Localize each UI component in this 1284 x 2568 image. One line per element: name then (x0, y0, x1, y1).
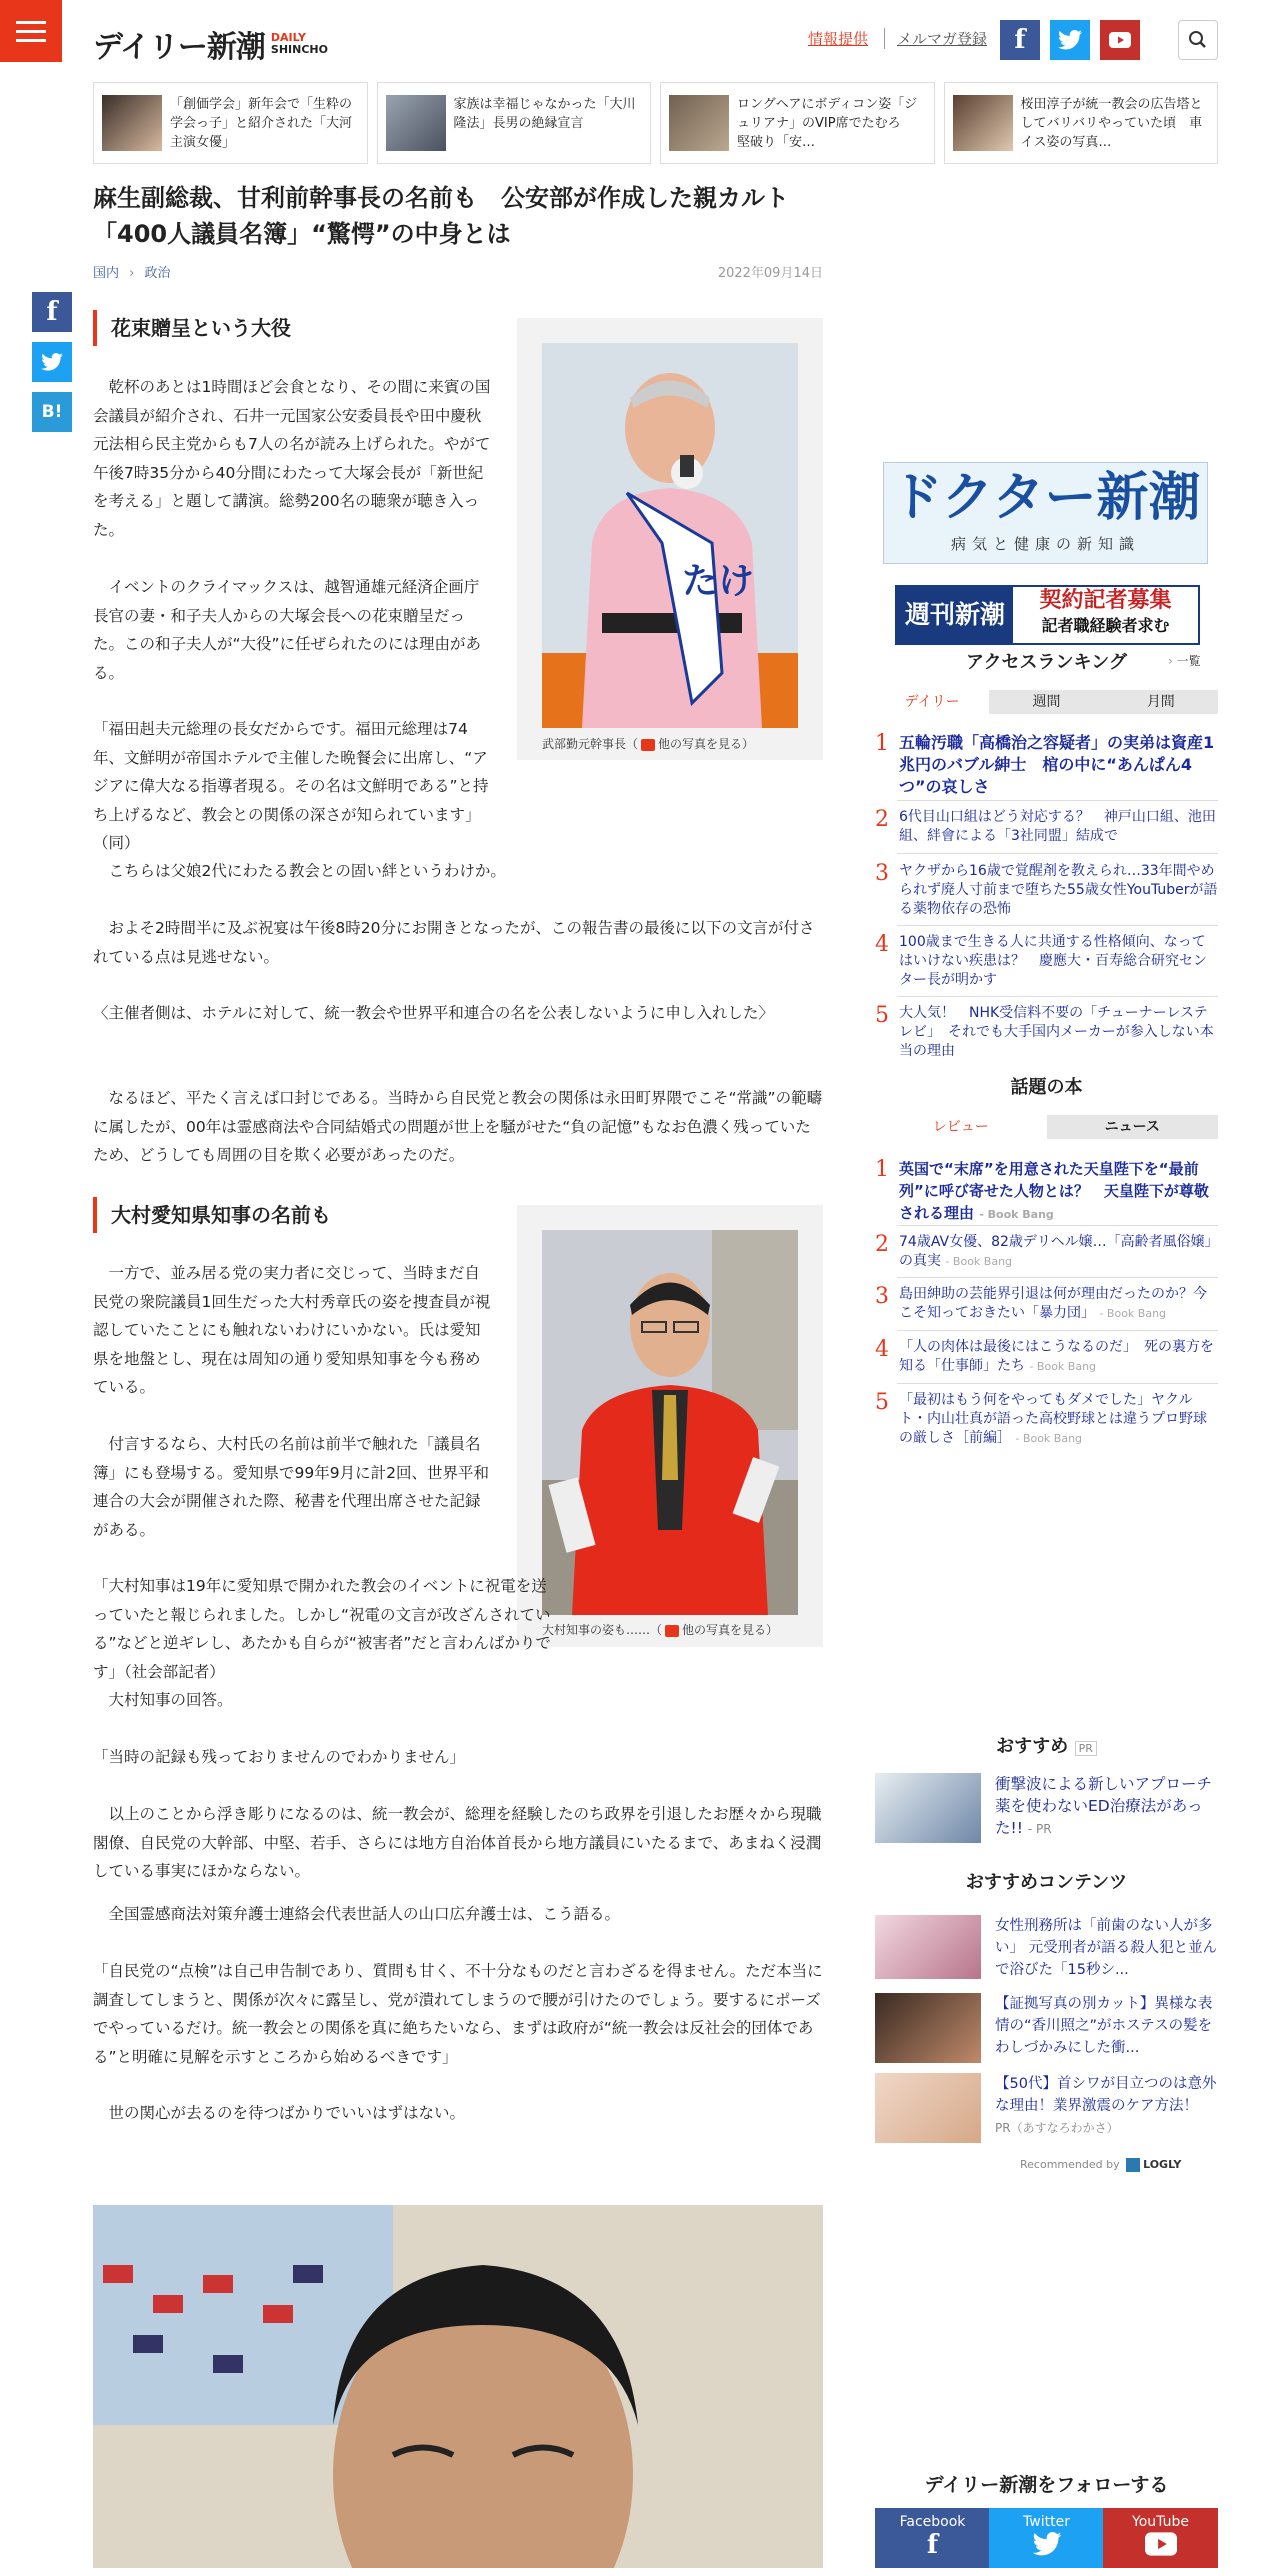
trending-card[interactable] (944, 82, 1219, 164)
share-hatena-icon[interactable]: B! (32, 392, 72, 432)
tab-daily[interactable]: デイリー (875, 690, 989, 714)
paragraph: 「自民党の“点検”は自己申告制であり、質問も甘く、不十分なものだと言わざるを得ません。ただ本当に調査してしまうと、関係が次々に露呈し、党が潰れてしまうので腰が引けたのでしょう。要するにポーズでやっているだけ。統一教会との関係を真に絶ちたいなら、まずは政府が“統一教会は反社会的団体である”と明確に見解を示すところから始めるべきです」 (93, 1962, 823, 2066)
recruit-ad[interactable] (895, 585, 1200, 645)
ad-subtitle: 病気と健康の新知識 (950, 535, 1140, 553)
rank-number: 3 (875, 1284, 889, 1309)
book-title-text: 「最初はもう何をやってもダメでした」ヤクルト・内山壮真が語った高校野球とは違うプロ野球の厳しさ［前編］ (899, 1392, 1207, 1446)
pr-badge: PR (1075, 1741, 1097, 1756)
recommend-text: 衝撃波による新しいアプローチ 薬を使わないED治療法があった!! (995, 1775, 1228, 1837)
recommend-thumbnail (875, 1915, 981, 1979)
rank-number: 1 (875, 731, 889, 756)
paragraph: 付言するなら、大村氏の名前は前半で触れた「議員名簿」にも登場する。愛知県で99年9月に計2回、世界平和連合の大会が開催された際、秘書を代理出席させた記録がある。 (93, 1435, 489, 1539)
paragraph: 世の関心が去るのを待つばかりでいいはずはない。 (108, 2104, 466, 2122)
divider (897, 1383, 1218, 1384)
books-title: 話題の本 (1010, 1077, 1083, 1098)
chevron-right-icon: › (129, 266, 135, 281)
paragraph: およそ2時間半に及ぶ祝宴は午後8時20分にお開きとなったが、この報告書の最後に以下の文言が付されている点は見逃せない。 (93, 919, 815, 966)
logo-en-1: DAILY (270, 31, 306, 44)
trending-card[interactable] (377, 82, 652, 164)
ranking-item[interactable] (875, 933, 1218, 990)
card-thumbnail (953, 95, 1013, 151)
recommend-text: 【50代】首シワが目立つのは意外な理由！業界激震のケア方法！ (995, 2076, 1217, 2114)
tab-monthly[interactable]: 月間 (1104, 690, 1218, 714)
rank-number: 5 (875, 1390, 889, 1415)
rank-title: 大人気！ NHK受信料不要の「チューナーレステレビ」 それでも大手国内メーカーが参入しない本当の理由 (899, 1005, 1214, 1059)
recommend-thumbnail (875, 2073, 981, 2143)
ranking-tabs (875, 690, 1218, 714)
logo-en-2: SHINCHO (270, 43, 328, 56)
rank-title: 100歳まで生きる人に共通する性格傾向、なってはいけない疾患は？ 慶應大・百寿総合研究センター長が明かす (899, 934, 1207, 988)
category-link[interactable]: 政治 (144, 266, 171, 281)
ranking-title: アクセスランキング (966, 652, 1127, 673)
recommend-title (995, 1773, 1228, 1843)
category-link[interactable]: 国内 (93, 266, 120, 281)
book-title (899, 1233, 1218, 1271)
book-title-text: 島田紳助の芸能界引退は何が理由だったのか？今こそ知っておきたい「暴力団」 (899, 1286, 1207, 1321)
book-title (899, 1391, 1218, 1448)
photo-omura[interactable] (542, 1230, 798, 1615)
ad-line-1: 契約記者募集 (1039, 588, 1172, 613)
pr-label: PR（あすなろわかさ） (995, 2121, 1119, 2135)
ad-text (1013, 587, 1198, 643)
book-title-text: 英国で“末席”を用意された天皇陛下を“最前列”に呼び寄せた人物とは？ 天皇陛下が尊敬される理由 (899, 1160, 1209, 1222)
share-facebook-icon[interactable]: f (32, 292, 72, 332)
logo-en (271, 32, 328, 56)
trending-cards (93, 82, 1218, 164)
rank-title: ヤクザから16歳で覚醒剤を教えられ…33年間やめられず廃人寸前まで堕ちた55歳女性YouTuberが語る薬物依存の恐怖 (899, 863, 1218, 917)
book-item[interactable] (875, 1285, 1218, 1323)
photo-takebe[interactable] (542, 343, 798, 728)
book-item[interactable] (875, 1391, 1218, 1448)
book-item[interactable] (875, 1233, 1218, 1271)
newsletter-link[interactable]: メルマガ登録 (884, 28, 987, 49)
ranking-more-link[interactable] (1168, 652, 1201, 669)
follow-youtube-button[interactable] (1103, 2508, 1218, 2568)
svg-text:たけ: たけ (682, 561, 755, 602)
photo-caption (542, 1621, 778, 1638)
rank-number: 2 (875, 807, 889, 832)
top-links (808, 28, 987, 49)
book-item[interactable] (875, 1338, 1218, 1376)
book-title (899, 1158, 1218, 1226)
follow-label: YouTube (1132, 2514, 1189, 2530)
paragraph: 「大村知事は19年に愛知県で開かれた教会のイベントに祝電を送っていたと報じられました。しかし“祝電の文言が改ざんされている”などと逆ギレし、あたかも自らが“被害者”だと言わんばかりです」（社会部記者） (93, 1577, 551, 1681)
search-icon (1179, 21, 1217, 59)
recommend-title: 【証拠写真の別カット】異様な表情の“香川照之”がホステスの髪をわしづかみにした衝... (995, 1996, 1213, 2056)
publish-date: 2022年09月14日 (717, 266, 823, 281)
card-text: 家族は幸福じゃなかった「大川隆法」長男の絶縁宣言 (453, 96, 636, 131)
article-photo[interactable] (93, 2205, 823, 2568)
breadcrumb (93, 262, 171, 281)
trending-card[interactable] (93, 82, 368, 164)
paragraph: イベントのクライマックスは、越智通雄元経済企画庁長官の妻・和子夫人からの大塚会長への花束贈呈だった。この和子夫人が“大役”に任ぜられたのには理由がある。 (93, 578, 482, 682)
paragraph: 乾杯のあとは1時間ほど会食となり、その間に来賓の国会議員が紹介され、石井一元国家公安委員長や田中慶秋元法相ら民主党からも7人の名が読み上げられた。やがて午後7時35分から40分間にわたって大塚会長が「新世紀を考える」と題して講演。総勢200名の聴衆が聴き入った。 (93, 378, 491, 539)
rank-number: 5 (875, 1003, 889, 1028)
caption-text: 大村知事の姿も……（ (542, 1623, 663, 1637)
card-thumbnail (102, 95, 162, 151)
osusume-title (875, 1732, 1218, 1758)
camera-icon (665, 1625, 679, 1637)
twitter-icon[interactable] (1050, 20, 1090, 60)
divider (897, 996, 1218, 997)
recommend-thumbnail (875, 1773, 981, 1843)
paragraph: 「当時の記録も残っておりませんのでわかりません」 (93, 1748, 466, 1766)
ad-title: ドクター新潮 (890, 467, 1201, 528)
rank-number: 4 (875, 932, 889, 957)
rank-number: 1 (875, 1157, 889, 1182)
divider (897, 925, 1218, 926)
paragraph: 全国霊感商法対策弁護士連絡会代表世話人の山口広弁護士は、こう語る。 (108, 1905, 621, 1923)
follow-label: Facebook (899, 2514, 966, 2530)
share-twitter-icon[interactable] (32, 342, 72, 382)
rank-number: 4 (875, 1337, 889, 1362)
ranking-item[interactable] (875, 862, 1218, 919)
section-heading: 大村愛知県知事の名前も (93, 1197, 331, 1233)
ad-brand: 週刊新潮 (897, 587, 1013, 643)
ranking-item[interactable] (875, 732, 1218, 798)
search-button[interactable] (1178, 20, 1218, 60)
follow-title: デイリー新潮をフォローする (924, 2474, 1169, 2496)
book-source: - Book Bang (979, 1208, 1054, 1221)
logly-icon (1126, 2158, 1140, 2172)
card-thumbnail (386, 95, 446, 151)
ranking-item[interactable] (875, 808, 1218, 846)
books-tabs (875, 1115, 1218, 1139)
card-thumbnail (669, 95, 729, 151)
facebook-icon[interactable]: f (1000, 20, 1040, 60)
info-link[interactable]: 情報提供 (808, 30, 869, 48)
divider (897, 1330, 1218, 1331)
osusume-item[interactable] (875, 1773, 1228, 1843)
paragraph: 「福田赳夫元総理の長女だからです。福田元総理は74年、文鮮明が帝国ホテルで主催した晩餐会に出席し、“アジアに偉大なる指導者現る。その名は文鮮明である”と持ち上げるなど、教会との関係の深さが知られています」（同） (93, 720, 489, 852)
contents-title: おすすめコンテンツ (965, 1872, 1128, 1893)
book-title (899, 1338, 1218, 1376)
camera-icon (641, 739, 655, 751)
menu-button[interactable] (0, 0, 62, 62)
more-photos-link[interactable]: 他の写真を見る） (682, 1623, 779, 1637)
facebook-icon: f (926, 2530, 939, 2560)
youtube-icon (1145, 2532, 1177, 2556)
section-heading: 花束贈呈という大役 (93, 310, 291, 346)
ranking-item[interactable] (875, 1004, 1218, 1061)
tab-news[interactable]: ニュース (1047, 1115, 1219, 1139)
content-item[interactable] (875, 1915, 1218, 1981)
photo-caption (542, 735, 754, 752)
youtube-icon[interactable] (1100, 20, 1140, 60)
content-item[interactable] (875, 2073, 1218, 2143)
ad-line-2: 記者職経験者求む (1041, 616, 1170, 635)
osusume-title-text: おすすめ (996, 1736, 1069, 1757)
trending-card[interactable] (660, 82, 935, 164)
recommended-by (1020, 2158, 1181, 2172)
card-text: 桜田淳子が統一教会の広告塔としてバリバリやっていた頃 車イス姿の写真… (1020, 96, 1203, 150)
card-text: ロングヘアにボディコン姿「ジュリアナ」のVIP席でたむろ 堅破り「安… (737, 96, 918, 150)
doctor-shincho-ad[interactable] (883, 462, 1208, 564)
follow-twitter-button[interactable] (989, 2508, 1104, 2568)
rank-number: 3 (875, 861, 889, 886)
pr-label: - PR (1027, 1822, 1052, 1836)
recommended-text: Recommended by (1020, 2158, 1120, 2171)
card-text: 「創価学会」新年会で「生粋の学会っ子」と紹介された「大河主演女優」 (170, 96, 353, 150)
book-source: - Book Bang (1099, 1307, 1167, 1320)
content-item[interactable] (875, 1993, 1218, 2063)
book-source: - Book Bang (945, 1255, 1013, 1268)
book-source: - Book Bang (1029, 1360, 1097, 1373)
site-logo[interactable] (93, 24, 328, 64)
book-title-text: 74歳AV女優、82歳デリヘル嬢…「高齢者風俗嬢」の真実 (899, 1234, 1212, 1269)
follow-facebook-button[interactable] (875, 2508, 990, 2568)
recommend-thumbnail (875, 1993, 981, 2063)
tab-weekly[interactable]: 週間 (989, 690, 1103, 714)
ranking-more-label: 一覧 (1176, 654, 1201, 668)
divider (897, 1225, 1218, 1226)
rank-title: 6代目山口組はどう対応する？ 神戸山口組、池田組、絆會による「3社同盟」結成で (899, 809, 1216, 844)
book-source: - Book Bang (1015, 1432, 1083, 1445)
paragraph: こちらは父娘2代にわたる教会との固い絆というわけか。 (108, 862, 506, 880)
follow-label: Twitter (1023, 2514, 1070, 2530)
divider (897, 800, 1218, 801)
divider (897, 853, 1218, 854)
paragraph: 一方で、並み居る党の実力者に交じって、当時まだ自民党の衆院議員1回生だった大村秀章氏の姿を捜査員が視認していたことにも触れないわけにいかない。氏は愛知県を地盤とし、現在は周知の通り愛知県知事を今も務めている。 (93, 1264, 491, 1396)
book-title (899, 1285, 1218, 1323)
more-photos-link[interactable]: 他の写真を見る） (658, 737, 755, 751)
logo-jp: デイリー新潮 (93, 30, 265, 65)
recommend-title: 女性刑務所は「前歯のない人が多い」 元受刑者が語る殺人犯と並んで浴びた「15秒シ... (995, 1918, 1218, 1978)
paragraph: 〈主催者側は、ホテルに対して、統一教会や世界平和連合の名を公表しないように申し入れした〉 (93, 1004, 774, 1022)
twitter-icon (1032, 2532, 1062, 2556)
recommend-title (995, 2073, 1218, 2143)
paragraph: 大村知事の回答。 (108, 1691, 233, 1709)
chevron-right-icon: › (1168, 654, 1173, 668)
divider (897, 1277, 1218, 1278)
book-item[interactable] (875, 1158, 1218, 1226)
caption-text: 武部勤元幹事長（ (542, 737, 639, 751)
logly-label[interactable]: LOGLY (1143, 2158, 1182, 2171)
paragraph: なるほど、平たく言えば口封じである。当時から自民党と教会の関係は永田町界隈でこそ“常識”の範疇に属したが、00年は霊感商法や合同結婚式の問題が世上を騒がせた“負の記憶”もなお色濃く残っていたため、どうしても周囲の目を欺く必要があったのだ。 (93, 1089, 823, 1164)
paragraph: 以上のことから浮き彫りになるのは、統一教会が、総理を経験したのち政界を引退したお歴々から現職閣僚、自民党の大幹部、中堅、若手、さらには地方自治体首長から地方議員にいたるまで、あまねく浸潤している事実にほかならない。 (93, 1805, 822, 1880)
rank-number: 2 (875, 1232, 889, 1257)
rank-title: 五輪汚職「高橋治之容疑者」の実弟は資産1兆円のバブル紳士 棺の中に“あんぱん4つ”の哀しさ (899, 733, 1215, 796)
article-title: 麻生副総裁、甘利前幹事長の名前も 公安部が作成した親カルト「400人議員名簿」“驚愕”の中身とは (93, 184, 789, 248)
tab-review[interactable]: レビュー (875, 1115, 1047, 1139)
book-title-text: 「人の肉体は最後にはこうなるのだ」 死の裏方を知る「仕事師」たち (899, 1339, 1214, 1374)
